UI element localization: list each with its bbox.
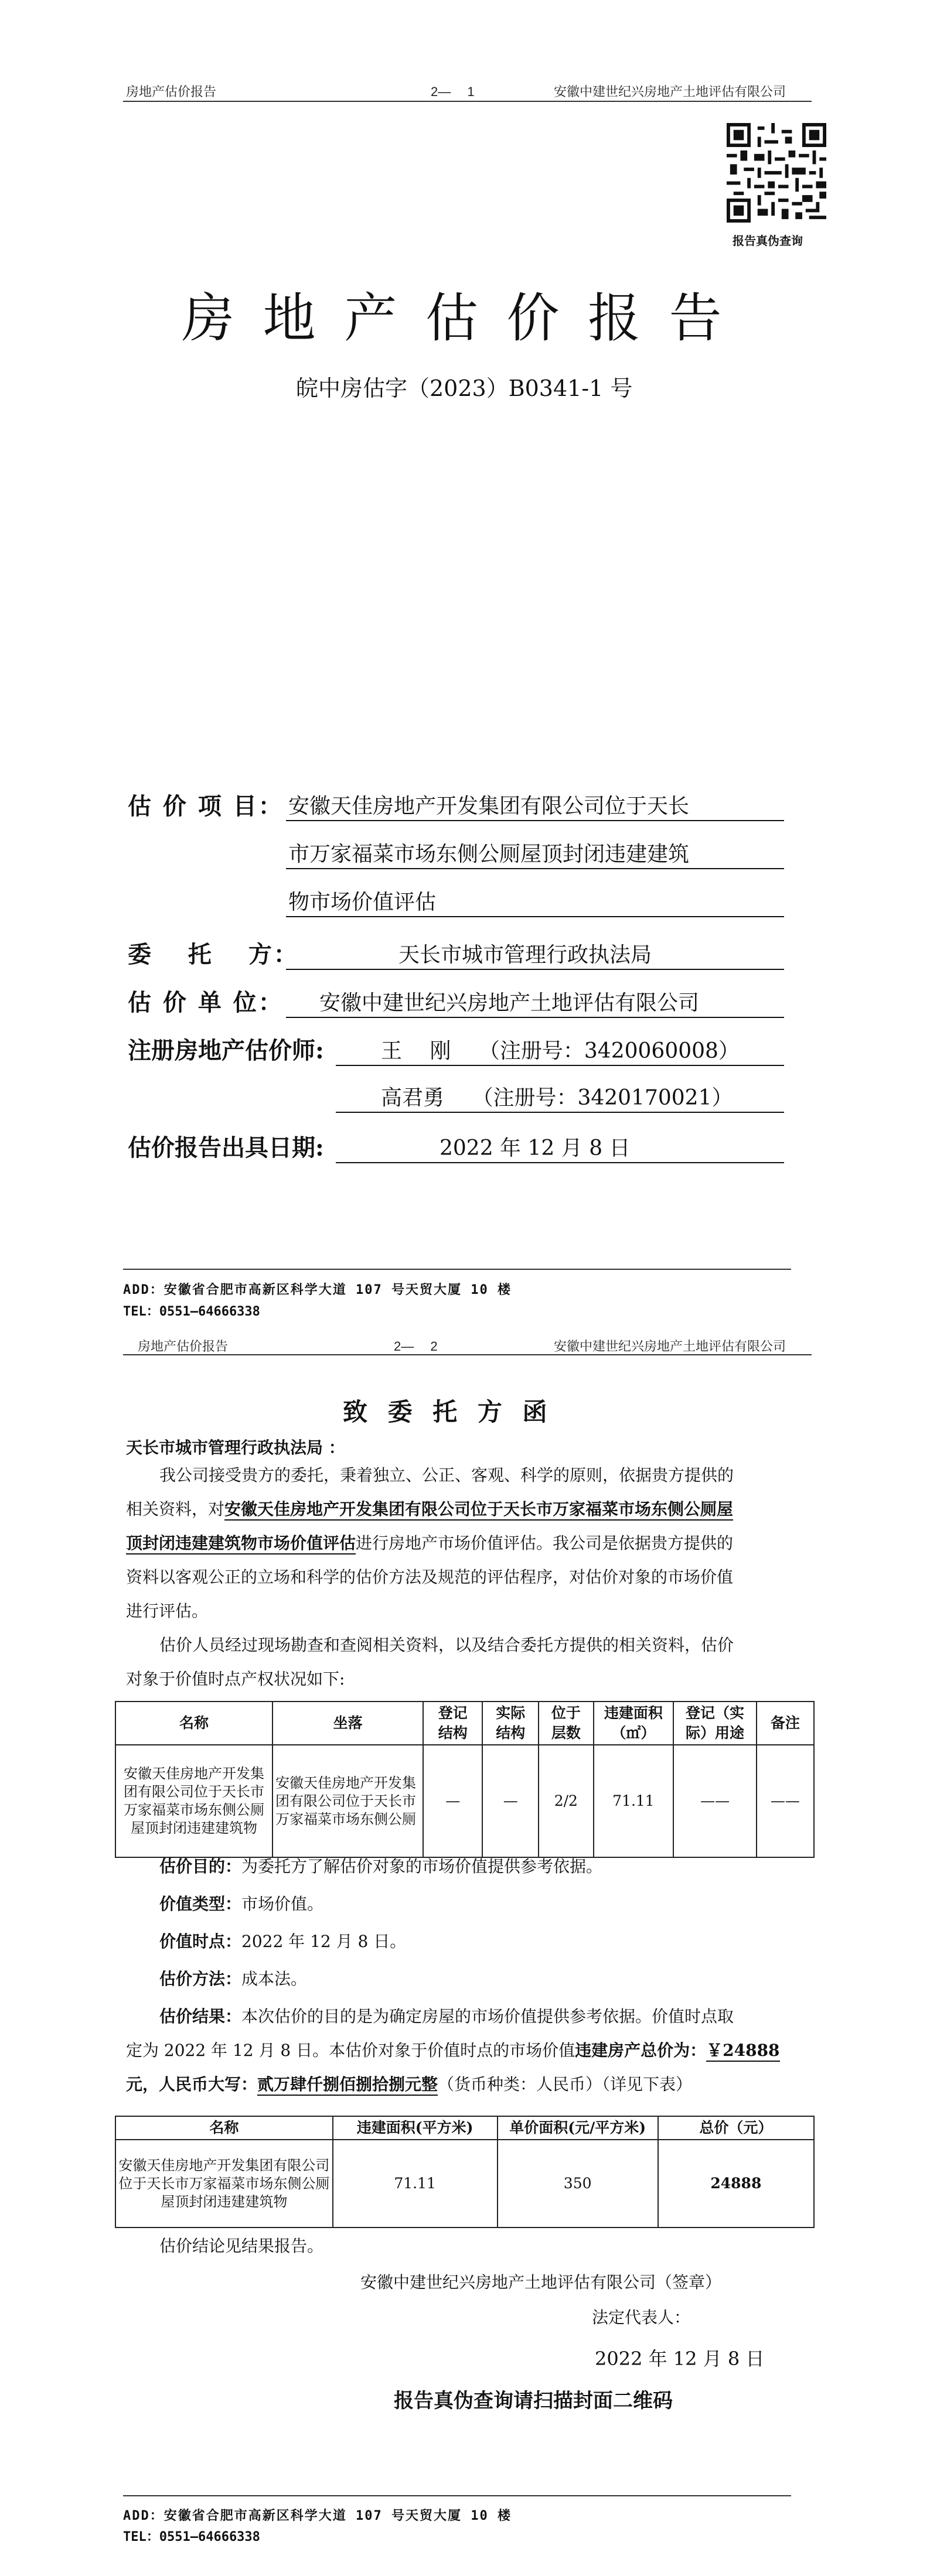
col-actual-structure: 实际 结构 [482, 1702, 539, 1745]
value-type-line: 价值类型：市场价值。 [159, 1894, 324, 1914]
col-area: 违建面积 （㎡） [594, 1702, 674, 1745]
legal-representative: 法定代表人： [592, 2308, 691, 2327]
report-number: 皖中房估字（2023）B0341-1 号 [296, 375, 633, 401]
col-name: 名称 [115, 1702, 272, 1745]
para1-line1: 我公司接受贵方的委托，秉着独立、公正、客观、科学的原则，依据贵方提供的 [159, 1465, 734, 1485]
para2-line1: 估价人员经过现场勘查和查阅相关资料，以及结合委托方提供的相关资料，估价 [159, 1635, 734, 1655]
company-signature: 安徽中建世纪兴房地产土地评估有限公司（签章） [360, 2273, 722, 2292]
purpose-line: 估价目的：为委托方了解估价对象的市场价值提供参考依据。 [159, 1857, 603, 1876]
project-label: 估 价 项 目： [128, 792, 284, 820]
para1-line3: 顶封闭违建建筑物市场价值评估进行房地产市场价值评估。我公司是依据贵方提供的 [126, 1526, 733, 1560]
valuer-2: 高君勇 （注册号：3420170021） [381, 1086, 733, 1110]
qr-caption: 报告真伪查询 [733, 234, 803, 248]
header-page-number: 2— 1 [431, 84, 475, 99]
footer-address: ADD：安徽省合肥市高新区科学大道 107 号天贸大厦 10 楼 [123, 1283, 512, 1297]
project-line-3: 物市场价值评估 [288, 890, 437, 914]
verify-note: 报告真伪查询请扫描封面二维码 [394, 2389, 673, 2413]
result-line2: 定为 2022 年 12 月 8 日。本估价对象于价值时点的市场价值违建房产总价为：￥24888 [126, 2034, 780, 2068]
project-line-2: 市万家福菜市场东侧公厕屋顶封闭违建建筑 [288, 842, 690, 866]
col-remark: 备注 [757, 1702, 814, 1745]
para1-line2: 相关资料，对安徽天佳房地产开发集团有限公司位于天长市万家福菜市场东侧公厕屋 [126, 1492, 733, 1526]
valuers-label: 注册房地产估价师: [128, 1037, 324, 1064]
method-line: 估价方法：成本法。 [159, 1969, 308, 1989]
col-use: 登记（实 际）用途 [673, 1702, 757, 1745]
header-left-p2: 房地产估价报告 [138, 1339, 229, 1354]
col-reg-structure: 登记 结构 [423, 1702, 482, 1745]
footer-tel: TEL：0551—64666338 [123, 1304, 260, 1319]
header-page-number-p2: 2— 2 [394, 1339, 438, 1354]
client-label: 委 托 方： [128, 941, 299, 968]
header-rule [123, 101, 812, 102]
project-line-1: 安徽天佳房地产开发集团有限公司位于天长 [288, 794, 690, 818]
letter-title: 致 委 托 方 函 [343, 1398, 553, 1426]
para1-line5: 进行评估。 [126, 1601, 209, 1621]
valuation-table: 名称 违建面积(平方米) 单价面积(元/平方米) 总价（元） 安徽天佳房地产开发集团有限公司位于天长市万家福菜市场东侧公厕屋顶封闭违建建筑物 71.11 350 24888 [115, 2116, 815, 2228]
header-right: 安徽中建世纪兴房地产土地评估有限公司 [554, 84, 786, 99]
date-label: 估价报告出具日期: [128, 1134, 324, 1161]
report-title: 房 地 产 估 价 报 告 [182, 288, 728, 349]
header-left: 房地产估价报告 [126, 84, 217, 99]
table-row: 安徽天佳房地产开发集团有限公司位于天长市万家福菜市场东侧公厕屋顶封闭违建建筑物 安徽天佳房地产开发集团有限公司位于天长市万家福菜市场东侧公厕 — — 2/2 71.11 —— —— [115, 1745, 814, 1857]
salutation: 天长市城市管理行政执法局 ： [126, 1438, 345, 1457]
conclusion: 估价结论见结果报告。 [159, 2236, 324, 2256]
header-right-p2: 安徽中建世纪兴房地产土地评估有限公司 [554, 1339, 786, 1354]
signature-date: 2022 年 12 月 8 日 [595, 2348, 765, 2370]
table-row: 安徽天佳房地产开发集团有限公司位于天长市万家福菜市场东侧公厕屋顶封闭违建建筑物 71.11 350 24888 [115, 2140, 814, 2227]
col-location: 坐落 [272, 1702, 423, 1745]
para1-line4: 资料以客观公正的立场和科学的估价方法及规范的评估程序，对估价对象的市场价值 [126, 1567, 734, 1587]
footer-address-p2: ADD：安徽省合肥市高新区科学大道 107 号天贸大厦 10 楼 [123, 2509, 512, 2523]
value-time-line: 价值时点：2022 年 12 月 8 日。 [159, 1932, 407, 1951]
appraiser-value: 安徽中建世纪兴房地产土地评估有限公司 [319, 991, 700, 1015]
result-line1: 估价结果：本次估价的目的是为确定房屋的市场价值提供参考依据。价值时点取 [159, 2007, 734, 2026]
issue-date: 2022 年 12 月 8 日 [440, 1136, 631, 1160]
appraiser-label: 估 价 单 位： [128, 989, 284, 1016]
client-value: 天长市城市管理行政执法局 [398, 943, 652, 967]
footer-tel-p2: TEL：0551—64666338 [123, 2530, 260, 2544]
qr-code-icon [727, 123, 826, 223]
valuer-1: 王 刚 （注册号：3420060008） [381, 1039, 740, 1063]
para2-line2: 对象于价值时点产权状况如下: [126, 1669, 345, 1689]
property-table [115, 1701, 815, 1858]
col-floor: 位于 层数 [539, 1702, 594, 1745]
result-line3: 元，人民币大写：贰万肆仟捌佰捌拾捌元整（货币种类：人民币）（详见下表） [126, 2068, 692, 2102]
